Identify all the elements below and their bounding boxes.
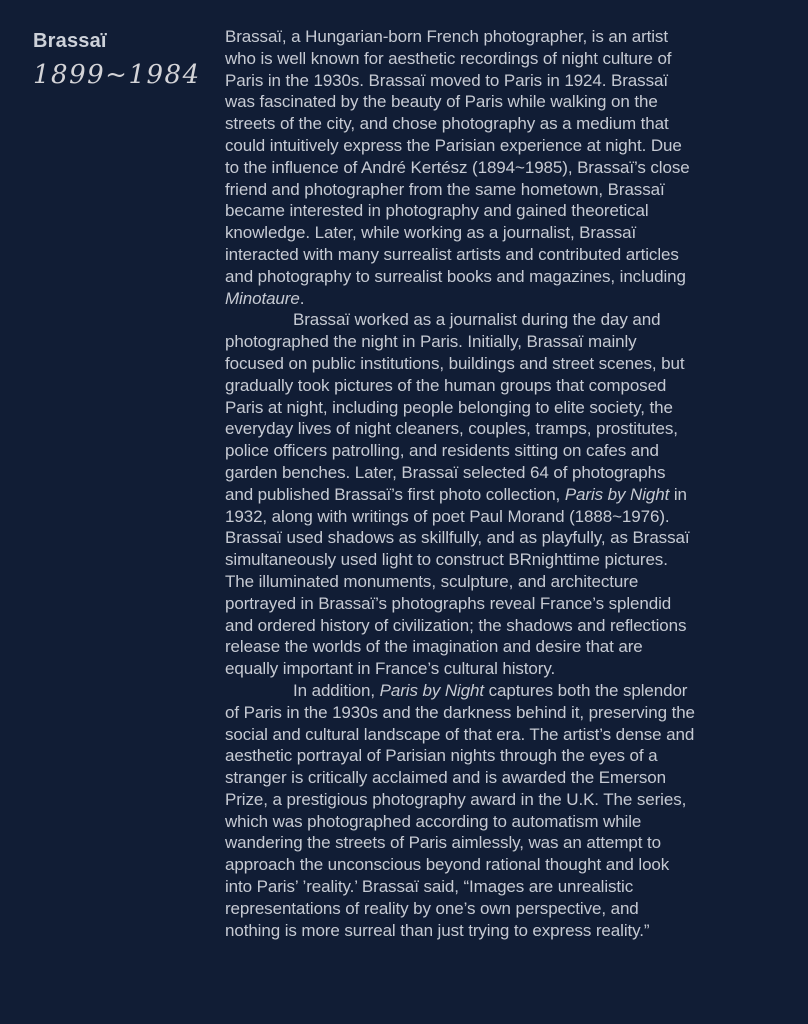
italic-work-title: Paris by Night bbox=[379, 680, 485, 700]
article-paragraph bbox=[225, 309, 695, 680]
artist-name: Brassaï bbox=[33, 30, 107, 52]
text-segment: In addition, bbox=[293, 680, 380, 700]
text-segment: Brassaï worked as a journalist during the day and photographed the night in Paris. Initially, Brassaï mainly focused on public institutions, buildings and street scenes, but gradually took pictures of the human groups that composed Paris at night, including people belonging to elite society, the everyday lives of night cleaners, couples, tramps, prostitutes, police officers patrolling, and residents sitting on cafes and garden benches. Later, Brassaï selected 64 of photographs and published Brassaï’s first photo collection, bbox=[225, 310, 685, 504]
italic-work-title: Paris by Night bbox=[564, 484, 670, 504]
artist-sidebar bbox=[33, 30, 213, 90]
text-segment: in 1932, along with writings of poet Paul Morand (1888~1976). Brassaï used shadows as skillfully, and as playfully, as Brassaï simultaneously used light to construct BRnighttime pictures. The illuminated monuments, sculpture, and architecture portrayed in Brassaï’s photographs reveal France’s splendid and ordered history of civilization; the shadows and reflections release the worlds of the imagination and desire that are equally important in France’s cultural history. bbox=[225, 484, 690, 679]
artist-biography bbox=[225, 26, 695, 941]
article-paragraph bbox=[225, 26, 695, 309]
artist-life-dates: 1899~1984 bbox=[33, 60, 201, 90]
italic-work-title: Minotaure bbox=[225, 288, 300, 308]
text-segment: . bbox=[299, 288, 305, 308]
article-paragraph bbox=[225, 680, 695, 942]
text-segment: captures both the splendor of Paris in the 1930s and the darkness behind it, preserving the social and cultural landscape of that era. The artist’s dense and aesthetic portrayal of Parisian nights through the eyes of a stranger is critically acclaimed and is awarded the Emerson Prize, a prestigious photography award in the U.K. The series, which was photographed according to automatism while wandering the streets of Paris aimlessly, was an attempt to approach the unconscious beyond rational thought and look into Paris’ ’reality.’ Brassaï said, “Images are unrealistic representations of reality by one’s own perspective, and nothing is more surreal than just trying to express reality.” bbox=[225, 680, 695, 940]
text-segment: Brassaï, a Hungarian-born French photographer, is an artist who is well known for aesthetic recordings of night culture of Paris in the 1930s. Brassaï moved to Paris in 1924. Brassaï was fascinated by the beauty of Paris while walking on the streets of the city, and chose photography as a medium that could intuitively express the Parisian experience at night. Due to the influence of André Kertész (1894~1985), Brassaï’s close friend and photographer from the same hometown, Brassaï became interested in photography and gained theoretical knowledge. Later, while working as a journalist, Brassaï interacted with many surrealist artists and contributed articles and photography to surrealist books and magazines, including bbox=[225, 27, 690, 286]
